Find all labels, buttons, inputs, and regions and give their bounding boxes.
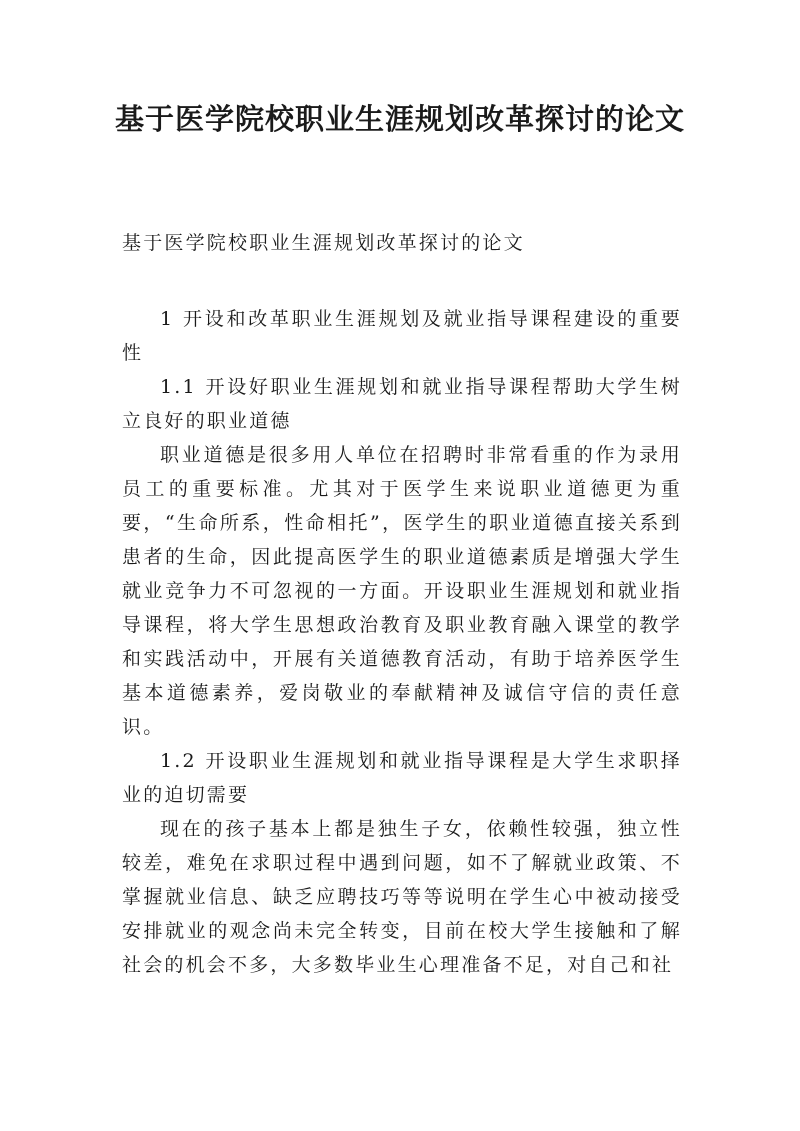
paragraph-professional-ethics: 职业道德是很多用人单位在招聘时非常看重的作为录用员工的重要标准。尤其对于医学生来说职业道德更为重要，“生命所系，性命相托”，医学生的职业道德直接关系到患者的生命，因此提高医学生的职业道德素质是增强大学生就业竞争力不可忽视的一方面。开设职业生涯规划和就业指导课程，将大学生思想政治教育及职业教育融入课堂的教学和实践活动中，开展有关道德教育活动，有助于培养医学生基本道德素养，爱岗敬业的奉献精神及诚信守信的责任意识。 — [122, 444, 682, 738]
section-heading-1-2: 1.2 开设职业生涯规划和就业指导课程是大学生求职择业的迫切需要 — [122, 750, 682, 806]
document-title: 基于医学院校职业生涯规划改革探讨的论文 — [114, 102, 685, 136]
document-body — [122, 302, 682, 982]
section-heading-1-1: 1.1 开设好职业生涯规划和就业指导课程帮助大学生树立良好的职业道德 — [122, 376, 682, 432]
paragraph-job-seeking: 现在的孩子基本上都是独生子女，依赖性较强，独立性较差，难免在求职过程中遇到问题，如不了解就业政策、不掌握就业信息、缺乏应聘技巧等等说明在学生心中被动接受安排就业的观念尚未完全转变，目前在校大学生接触和了解社会的机会不多，大多数毕业生心理准备不足，对自己和社 — [122, 818, 682, 976]
document-subtitle: 基于医学院校职业生涯规划改革探讨的论文 — [122, 232, 525, 254]
section-heading-1: 1 开设和改革职业生涯规划及就业指导课程建设的重要性 — [122, 308, 682, 364]
